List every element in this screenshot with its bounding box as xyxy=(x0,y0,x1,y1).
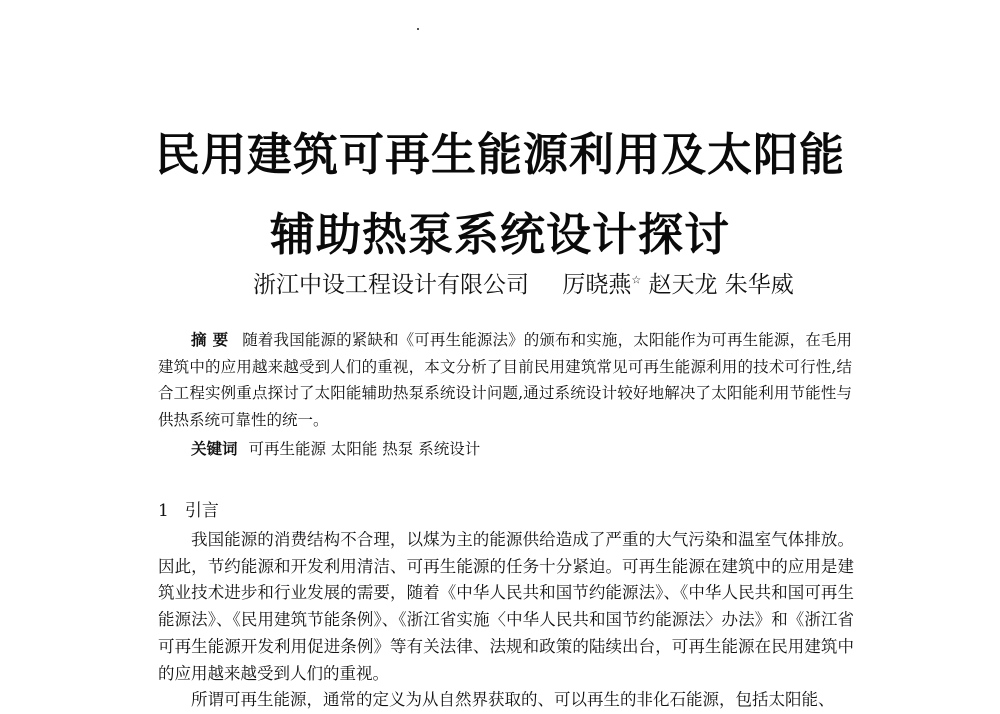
corresponding-star: ☆ xyxy=(631,273,642,287)
organization: 浙江中设工程设计有限公司 xyxy=(253,272,529,298)
paragraph: 所谓可再生能源，通常的定义为从自然界获取的、可以再生的非化石能源，包括太阳能、 xyxy=(191,690,835,710)
paper-title-line-2: 辅助热泵系统设计探讨 xyxy=(269,208,730,261)
body-text xyxy=(158,527,854,714)
section-number: 1 xyxy=(158,501,169,521)
paragraph: 我国能源的消费结构不合理，以煤为主的能源供给造成了严重的大气污染和温室气体排放。因此，节约能源和开发利用清洁、可再生能源的任务十分紧迫。可再生能源在建筑中的应用是建筑业技术进步和行业发展的需要，随着《中华人民共和国节约能源法》、《中华人民共和国可再生能源法》、《民用建筑节能条例》、《浙江省实施〈中华人民共和国节约能源法〉办法》和《浙江省可再生能源开发利用促进条例》等有关法律、法规和政策的陆续出台，可再生能源在民用建筑中的应用越来越受到人们的重视。 xyxy=(158,530,854,683)
abstract-block xyxy=(158,327,852,433)
coauthors: 赵天龙 朱华威 xyxy=(648,272,794,298)
keywords-label: 关键词 xyxy=(191,440,238,458)
first-author: 厉晓燕 xyxy=(562,272,632,298)
paper-title-line-1: 民用建筑可再生能源利用及太阳能 xyxy=(154,128,845,181)
section-heading xyxy=(158,496,219,521)
section-title: 引言 xyxy=(184,501,219,521)
keywords-block xyxy=(191,437,480,459)
abstract-label: 摘要 xyxy=(191,331,235,349)
author-affiliation xyxy=(253,266,794,299)
keywords-text: 可再生能源 太阳能 热泵 系统设计 xyxy=(248,440,481,458)
scan-speck xyxy=(417,28,419,30)
abstract-text: 随着我国能源的紧缺和《可再生能源法》的颁布和实施，太阳能作为可再生能源，在毛用建筑中的应用越来越受到人们的重视，本文分析了目前民用建筑常见可再生能源利用的技术可行性,结合工程实例重点探讨了太阳能辅助热泵系统设计问题,通过系统设计较好地解决了太阳能利用节能性与供热系统可靠性的统一。 xyxy=(158,331,852,429)
